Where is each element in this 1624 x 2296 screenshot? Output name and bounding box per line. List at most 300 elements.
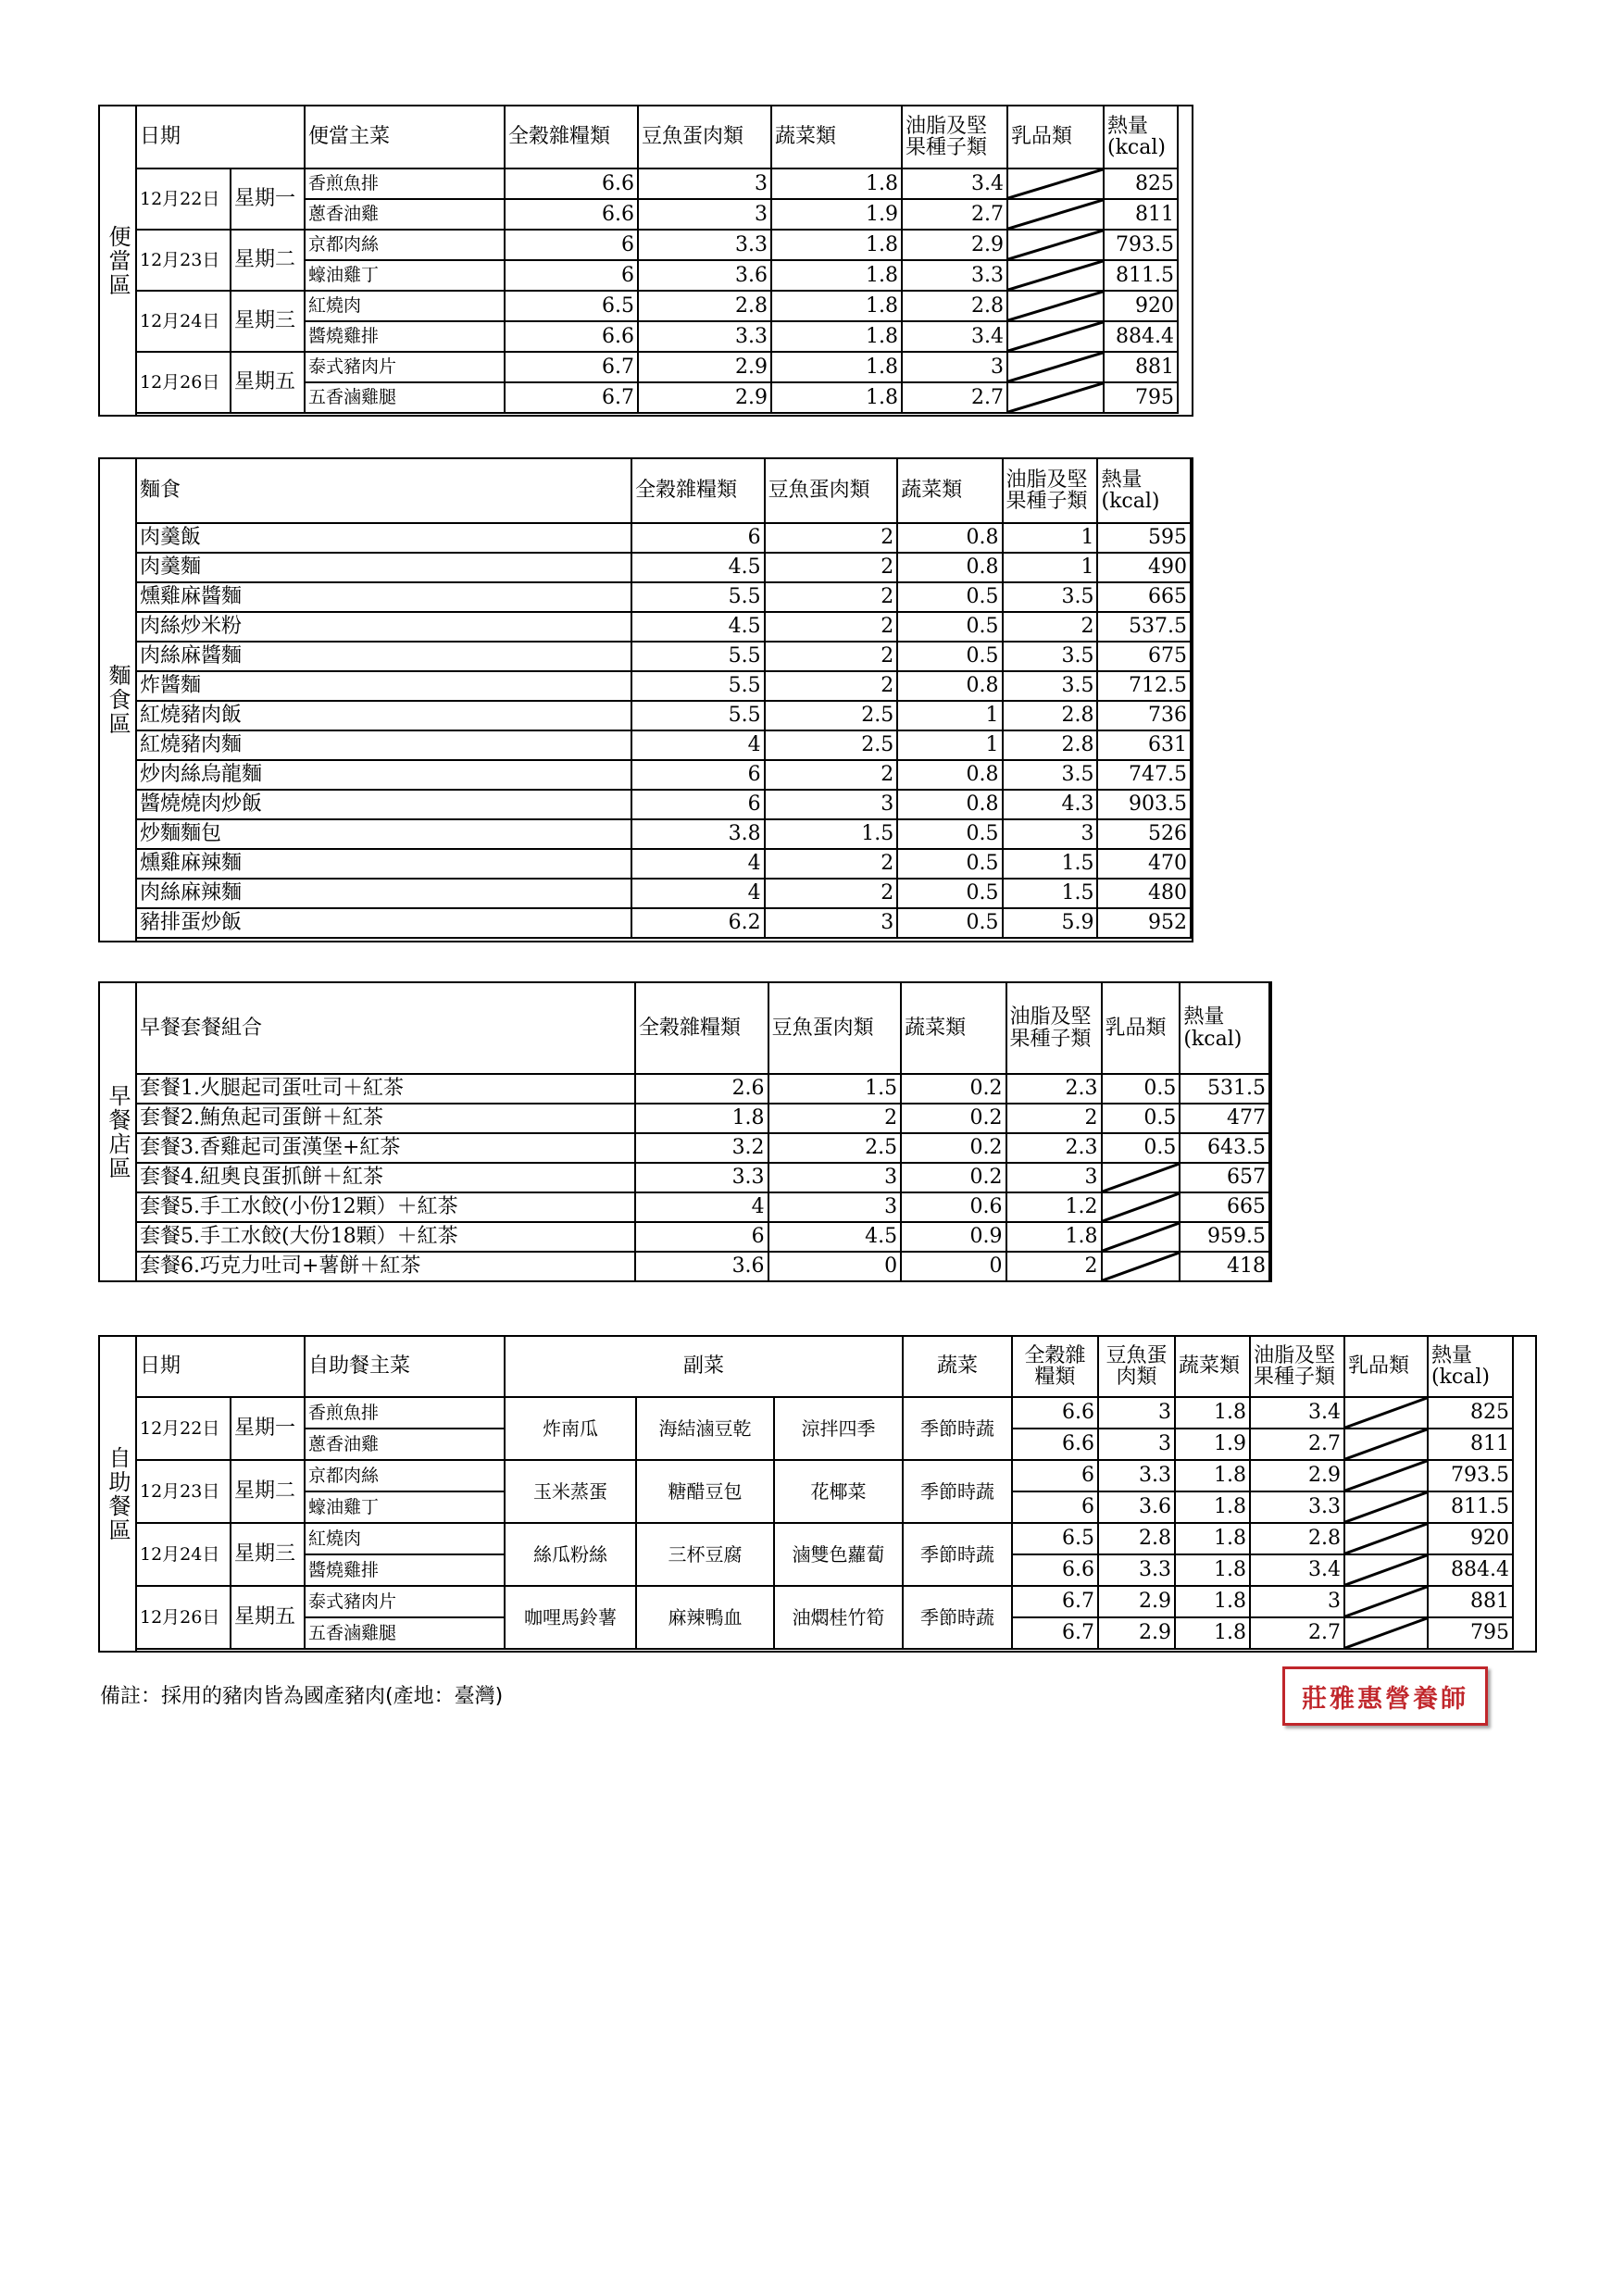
buffet-header-protein: 豆魚蛋肉類 <box>1098 1336 1175 1397</box>
bento-dairy-empty <box>1007 168 1104 199</box>
breakfast-name: 套餐3.香雞起司蛋漢堡+紅茶 <box>136 1133 635 1163</box>
bento-header-main: 便當主菜 <box>305 106 505 168</box>
buffet-dairy-empty <box>1344 1460 1428 1491</box>
buffet-fat: 2.7 <box>1250 1617 1344 1649</box>
bento-kcal: 881 <box>1104 352 1178 382</box>
noodle-header-name: 麵食 <box>136 458 631 523</box>
bento-weekday: 星期一 <box>231 168 305 230</box>
buffet-side-label: 自助餐區 <box>100 1337 137 1651</box>
buffet-fat: 3.3 <box>1250 1491 1344 1523</box>
footer-note: 備註：採用的豬肉皆為國產豬肉(產地：臺灣) <box>100 1685 504 1708</box>
noodle-kcal: 470 <box>1097 849 1191 879</box>
bento-dish: 泰式豬肉片 <box>305 352 505 382</box>
bento-protein: 3 <box>638 168 771 199</box>
buffet-grain: 6.5 <box>1012 1523 1098 1554</box>
noodle-name: 豬排蛋炒飯 <box>136 908 631 938</box>
bento-dish: 蠔油雞丁 <box>305 260 505 291</box>
noodle-fat: 1.5 <box>1003 879 1098 908</box>
buffet-dairy-empty <box>1344 1586 1428 1617</box>
noodle-protein: 3 <box>765 908 898 938</box>
buffet-protein: 2.8 <box>1098 1523 1175 1554</box>
noodle-fat: 3.5 <box>1003 760 1098 790</box>
noodle-protein: 1.5 <box>765 819 898 849</box>
breakfast-name: 套餐2.鮪魚起司蛋餅＋紅茶 <box>136 1104 635 1133</box>
breakfast-protein: 0 <box>768 1252 902 1281</box>
buffet-fat: 2.7 <box>1250 1429 1344 1460</box>
noodle-fat: 3 <box>1003 819 1098 849</box>
breakfast-kcal: 657 <box>1180 1163 1269 1192</box>
noodle-section <box>98 457 1193 942</box>
bento-protein: 3 <box>638 199 771 230</box>
bento-grain: 6.6 <box>505 199 638 230</box>
buffet-date: 12月22日 <box>136 1397 231 1460</box>
buffet-kcal: 881 <box>1428 1586 1513 1617</box>
noodle-fat: 2.8 <box>1003 701 1098 730</box>
breakfast-header-name: 早餐套餐組合 <box>136 982 635 1074</box>
noodle-header-fat: 油脂及堅果種子類 <box>1003 458 1098 523</box>
noodle-side-label: 麵食區 <box>100 459 137 941</box>
noodle-kcal: 952 <box>1097 908 1191 938</box>
noodle-fat: 3.5 <box>1003 582 1098 612</box>
bento-veg: 1.8 <box>771 291 902 321</box>
buffet-side-dish: 涼拌四季 <box>774 1397 903 1460</box>
bento-header-veg: 蔬菜類 <box>771 106 902 168</box>
bento-header-protein: 豆魚蛋肉類 <box>638 106 771 168</box>
buffet-dish: 京都肉絲 <box>305 1460 505 1491</box>
noodle-header-protein: 豆魚蛋肉類 <box>765 458 898 523</box>
noodle-protein: 2 <box>765 642 898 671</box>
table-row <box>136 790 1191 819</box>
breakfast-fat: 3 <box>1006 1163 1102 1192</box>
bento-weekday: 星期五 <box>231 352 305 413</box>
breakfast-fat: 2.3 <box>1006 1133 1102 1163</box>
buffet-weekday: 星期一 <box>231 1397 305 1460</box>
buffet-veg: 1.8 <box>1175 1554 1250 1586</box>
noodle-name: 肉絲麻辣麵 <box>136 879 631 908</box>
breakfast-kcal: 418 <box>1180 1252 1269 1281</box>
bento-date: 12月26日 <box>136 352 231 413</box>
buffet-protein: 2.9 <box>1098 1617 1175 1649</box>
noodle-veg: 0.8 <box>897 553 1002 582</box>
buffet-fat: 3 <box>1250 1586 1344 1617</box>
noodle-kcal: 480 <box>1097 879 1191 908</box>
noodle-protein: 2 <box>765 879 898 908</box>
breakfast-veg: 0.2 <box>901 1074 1006 1104</box>
table-row <box>136 1104 1269 1133</box>
table-row <box>136 1460 1513 1491</box>
buffet-grain: 6 <box>1012 1460 1098 1491</box>
buffet-fat: 2.9 <box>1250 1460 1344 1491</box>
table-row <box>136 352 1178 382</box>
noodle-name: 燻雞麻辣麵 <box>136 849 631 879</box>
bento-dairy-empty <box>1007 352 1104 382</box>
buffet-dairy-empty <box>1344 1397 1428 1429</box>
buffet-header-kcal: 熱量(kcal) <box>1428 1336 1513 1397</box>
noodle-grain: 6.2 <box>631 908 765 938</box>
bento-grain: 6.6 <box>505 321 638 352</box>
bento-kcal: 811 <box>1104 199 1178 230</box>
buffet-side-dish: 炸南瓜 <box>505 1397 636 1460</box>
breakfast-header-veg: 蔬菜類 <box>901 982 1006 1074</box>
bento-fat: 2.9 <box>902 230 1007 260</box>
buffet-fat: 3.4 <box>1250 1554 1344 1586</box>
buffet-veg: 1.8 <box>1175 1491 1250 1523</box>
breakfast-name: 套餐5.手工水餃(大份18顆）＋紅茶 <box>136 1222 635 1252</box>
noodle-grain: 5.5 <box>631 701 765 730</box>
noodle-grain: 5.5 <box>631 671 765 701</box>
noodle-grain: 5.5 <box>631 582 765 612</box>
bento-fat: 2.8 <box>902 291 1007 321</box>
breakfast-protein: 4.5 <box>768 1222 902 1252</box>
breakfast-kcal: 665 <box>1180 1192 1269 1222</box>
breakfast-dairy: 0.5 <box>1102 1074 1181 1104</box>
bento-date: 12月23日 <box>136 230 231 291</box>
breakfast-grain: 3.6 <box>635 1252 768 1281</box>
noodle-veg: 0.5 <box>897 879 1002 908</box>
buffet-dairy-empty <box>1344 1429 1428 1460</box>
noodle-header-veg: 蔬菜類 <box>897 458 1002 523</box>
bento-grain: 6.6 <box>505 168 638 199</box>
noodle-header-kcal: 熱量(kcal) <box>1097 458 1191 523</box>
table-row <box>136 168 1178 199</box>
buffet-header-grain: 全穀雜糧類 <box>1012 1336 1098 1397</box>
noodle-protein: 2 <box>765 582 898 612</box>
buffet-kcal: 793.5 <box>1428 1460 1513 1491</box>
noodle-name: 肉絲炒米粉 <box>136 612 631 642</box>
noodle-fat: 3.5 <box>1003 642 1098 671</box>
noodle-name: 燻雞麻醬麵 <box>136 582 631 612</box>
buffet-side-dish: 滷雙色蘿蔔 <box>774 1523 903 1586</box>
table-row <box>136 671 1191 701</box>
table-row <box>136 760 1191 790</box>
bento-kcal: 811.5 <box>1104 260 1178 291</box>
buffet-kcal: 884.4 <box>1428 1554 1513 1586</box>
breakfast-grain: 6 <box>635 1222 768 1252</box>
bento-dairy-empty <box>1007 321 1104 352</box>
bento-veg: 1.8 <box>771 168 902 199</box>
noodle-veg: 0.5 <box>897 582 1002 612</box>
buffet-kcal: 825 <box>1428 1397 1513 1429</box>
bento-veg: 1.8 <box>771 382 902 413</box>
bento-weekday: 星期三 <box>231 291 305 352</box>
breakfast-table <box>135 981 1270 1282</box>
breakfast-side-label: 早餐店區 <box>100 983 137 1280</box>
dietitian-stamp <box>1282 1666 1488 1726</box>
noodle-name: 炒麵麵包 <box>136 819 631 849</box>
bento-veg: 1.8 <box>771 352 902 382</box>
noodle-kcal: 736 <box>1097 701 1191 730</box>
breakfast-veg: 0.2 <box>901 1163 1006 1192</box>
table-row <box>136 849 1191 879</box>
buffet-kcal: 920 <box>1428 1523 1513 1554</box>
buffet-dairy-empty <box>1344 1491 1428 1523</box>
bento-dish: 五香滷雞腿 <box>305 382 505 413</box>
bento-date: 12月24日 <box>136 291 231 352</box>
noodle-fat: 1 <box>1003 553 1098 582</box>
noodle-protein: 2 <box>765 849 898 879</box>
bento-protein: 3.6 <box>638 260 771 291</box>
table-row <box>136 230 1178 260</box>
bento-table <box>135 105 1179 414</box>
bento-dairy-empty <box>1007 230 1104 260</box>
buffet-veg: 1.8 <box>1175 1523 1250 1554</box>
buffet-protein: 3.3 <box>1098 1460 1175 1491</box>
breakfast-name: 套餐1.火腿起司蛋吐司＋紅茶 <box>136 1074 635 1104</box>
noodle-name: 紅燒豬肉飯 <box>136 701 631 730</box>
bento-fat: 3.4 <box>902 168 1007 199</box>
buffet-dairy-empty <box>1344 1523 1428 1554</box>
bento-section <box>98 105 1193 417</box>
bento-dish: 醬燒雞排 <box>305 321 505 352</box>
bento-dish: 蔥香油雞 <box>305 199 505 230</box>
bento-protein: 2.8 <box>638 291 771 321</box>
breakfast-name: 套餐4.紐奧良蛋抓餅＋紅茶 <box>136 1163 635 1192</box>
breakfast-protein: 3 <box>768 1163 902 1192</box>
breakfast-fat: 1.8 <box>1006 1222 1102 1252</box>
noodle-fat: 3.5 <box>1003 671 1098 701</box>
bento-dish: 京都肉絲 <box>305 230 505 260</box>
bento-fat: 3 <box>902 352 1007 382</box>
bento-header-date: 日期 <box>136 106 305 168</box>
bento-dairy-empty <box>1007 291 1104 321</box>
noodle-grain: 6 <box>631 790 765 819</box>
breakfast-fat: 1.2 <box>1006 1192 1102 1222</box>
buffet-dish: 香煎魚排 <box>305 1397 505 1429</box>
noodle-protein: 2 <box>765 523 898 553</box>
table-row <box>136 1192 1269 1222</box>
noodle-fat: 1 <box>1003 523 1098 553</box>
buffet-date: 12月26日 <box>136 1586 231 1649</box>
buffet-date: 12月24日 <box>136 1523 231 1586</box>
noodle-grain: 6 <box>631 523 765 553</box>
breakfast-grain: 3.3 <box>635 1163 768 1192</box>
noodle-veg: 0.8 <box>897 760 1002 790</box>
breakfast-veg: 0.2 <box>901 1104 1006 1133</box>
breakfast-fat: 2 <box>1006 1104 1102 1133</box>
breakfast-dairy: 0.5 <box>1102 1133 1181 1163</box>
breakfast-fat: 2.3 <box>1006 1074 1102 1104</box>
buffet-side-dish: 咖哩馬鈴薯 <box>505 1586 636 1649</box>
bento-header-dairy: 乳品類 <box>1007 106 1104 168</box>
bento-fat: 3.3 <box>902 260 1007 291</box>
bento-header-fat: 油脂及堅果種子類 <box>902 106 1007 168</box>
noodle-veg: 1 <box>897 730 1002 760</box>
noodle-fat: 2.8 <box>1003 730 1098 760</box>
buffet-dish: 蠔油雞丁 <box>305 1491 505 1523</box>
table-row <box>136 701 1191 730</box>
buffet-weekday: 星期三 <box>231 1523 305 1586</box>
noodle-kcal: 537.5 <box>1097 612 1191 642</box>
buffet-veg: 1.8 <box>1175 1586 1250 1617</box>
buffet-grain: 6.6 <box>1012 1397 1098 1429</box>
buffet-dairy-empty <box>1344 1554 1428 1586</box>
breakfast-fat: 2 <box>1006 1252 1102 1281</box>
noodle-fat: 5.9 <box>1003 908 1098 938</box>
buffet-header-main: 自助餐主菜 <box>305 1336 505 1397</box>
buffet-side-dish: 海結滷豆乾 <box>636 1397 774 1460</box>
noodle-name: 炸醬麵 <box>136 671 631 701</box>
bento-protein: 2.9 <box>638 352 771 382</box>
buffet-date: 12月23日 <box>136 1460 231 1523</box>
buffet-side-dish: 油燜桂竹筍 <box>774 1586 903 1649</box>
buffet-protein: 3 <box>1098 1429 1175 1460</box>
buffet-veg: 1.9 <box>1175 1429 1250 1460</box>
table-row <box>136 1222 1269 1252</box>
noodle-veg: 0.5 <box>897 908 1002 938</box>
noodle-protein: 2.5 <box>765 701 898 730</box>
breakfast-protein: 1.5 <box>768 1074 902 1104</box>
noodle-fat: 2 <box>1003 612 1098 642</box>
noodle-name: 醬燒燒肉炒飯 <box>136 790 631 819</box>
table-row <box>136 819 1191 849</box>
noodle-kcal: 490 <box>1097 553 1191 582</box>
noodle-protein: 2 <box>765 671 898 701</box>
bento-grain: 6 <box>505 260 638 291</box>
buffet-side-dish: 玉米蒸蛋 <box>505 1460 636 1523</box>
noodle-fat: 1.5 <box>1003 849 1098 879</box>
bento-fat: 3.4 <box>902 321 1007 352</box>
breakfast-veg: 0.2 <box>901 1133 1006 1163</box>
bento-grain: 6.7 <box>505 382 638 413</box>
breakfast-protein: 2.5 <box>768 1133 902 1163</box>
table-row <box>136 1397 1513 1429</box>
noodle-protein: 2 <box>765 760 898 790</box>
buffet-protein: 2.9 <box>1098 1586 1175 1617</box>
buffet-side-dish: 三杯豆腐 <box>636 1523 774 1586</box>
buffet-kcal: 811.5 <box>1428 1491 1513 1523</box>
bento-kcal: 920 <box>1104 291 1178 321</box>
breakfast-grain: 1.8 <box>635 1104 768 1133</box>
buffet-kcal: 795 <box>1428 1617 1513 1649</box>
buffet-dish: 五香滷雞腿 <box>305 1617 505 1649</box>
buffet-side-dish: 糖醋豆包 <box>636 1460 774 1523</box>
bento-dish: 香煎魚排 <box>305 168 505 199</box>
bento-dish: 紅燒肉 <box>305 291 505 321</box>
buffet-veg-dish: 季節時蔬 <box>903 1586 1012 1649</box>
bento-veg: 1.9 <box>771 199 902 230</box>
bento-fat: 2.7 <box>902 382 1007 413</box>
noodle-kcal: 747.5 <box>1097 760 1191 790</box>
breakfast-dairy-empty <box>1102 1252 1181 1281</box>
breakfast-dairy-empty <box>1102 1192 1181 1222</box>
noodle-veg: 0.8 <box>897 523 1002 553</box>
buffet-veg: 1.8 <box>1175 1460 1250 1491</box>
noodle-veg: 1 <box>897 701 1002 730</box>
buffet-veg-dish: 季節時蔬 <box>903 1460 1012 1523</box>
noodle-kcal: 712.5 <box>1097 671 1191 701</box>
buffet-dish: 蔥香油雞 <box>305 1429 505 1460</box>
table-row <box>136 612 1191 642</box>
breakfast-kcal: 643.5 <box>1180 1133 1269 1163</box>
buffet-fat: 2.8 <box>1250 1523 1344 1554</box>
buffet-veg: 1.8 <box>1175 1397 1250 1429</box>
noodle-veg: 0.5 <box>897 849 1002 879</box>
buffet-table <box>135 1335 1514 1650</box>
breakfast-header-protein: 豆魚蛋肉類 <box>768 982 902 1074</box>
bento-veg: 1.8 <box>771 321 902 352</box>
buffet-header-side: 副菜 <box>505 1336 903 1397</box>
table-row <box>136 642 1191 671</box>
table-row <box>136 879 1191 908</box>
bento-protein: 3.3 <box>638 230 771 260</box>
noodle-grain: 4 <box>631 879 765 908</box>
buffet-side-dish: 花椰菜 <box>774 1460 903 1523</box>
table-row <box>136 1163 1269 1192</box>
buffet-kcal: 811 <box>1428 1429 1513 1460</box>
noodle-name: 紅燒豬肉麵 <box>136 730 631 760</box>
breakfast-grain: 4 <box>635 1192 768 1222</box>
noodle-name: 肉絲麻醬麵 <box>136 642 631 671</box>
bento-side-label: 便當區 <box>100 106 137 415</box>
buffet-grain: 6.6 <box>1012 1554 1098 1586</box>
bento-veg: 1.8 <box>771 230 902 260</box>
breakfast-grain: 2.6 <box>635 1074 768 1104</box>
bento-grain: 6.7 <box>505 352 638 382</box>
noodle-kcal: 675 <box>1097 642 1191 671</box>
breakfast-header-kcal: 熱量(kcal) <box>1180 982 1269 1074</box>
buffet-protein: 3.3 <box>1098 1554 1175 1586</box>
bento-kcal: 795 <box>1104 382 1178 413</box>
bento-dairy-empty <box>1007 199 1104 230</box>
noodle-grain: 3.8 <box>631 819 765 849</box>
noodle-grain: 4 <box>631 730 765 760</box>
noodle-kcal: 595 <box>1097 523 1191 553</box>
noodle-header-grain: 全穀雜糧類 <box>631 458 765 523</box>
bento-header-kcal: 熱量(kcal) <box>1104 106 1178 168</box>
breakfast-grain: 3.2 <box>635 1133 768 1163</box>
breakfast-dairy: 0.5 <box>1102 1104 1181 1133</box>
buffet-side-dish: 麻辣鴨血 <box>636 1586 774 1649</box>
buffet-grain: 6.7 <box>1012 1617 1098 1649</box>
breakfast-protein: 3 <box>768 1192 902 1222</box>
noodle-grain: 5.5 <box>631 642 765 671</box>
table-row <box>136 553 1191 582</box>
table-row <box>136 1074 1269 1104</box>
noodle-veg: 0.5 <box>897 612 1002 642</box>
buffet-dish: 泰式豬肉片 <box>305 1586 505 1617</box>
breakfast-protein: 2 <box>768 1104 902 1133</box>
bento-veg: 1.8 <box>771 260 902 291</box>
bento-kcal: 793.5 <box>1104 230 1178 260</box>
breakfast-kcal: 531.5 <box>1180 1074 1269 1104</box>
noodle-veg: 0.5 <box>897 642 1002 671</box>
breakfast-section <box>98 981 1272 1282</box>
bento-dairy-empty <box>1007 382 1104 413</box>
bento-weekday: 星期二 <box>231 230 305 291</box>
buffet-side-dish: 絲瓜粉絲 <box>505 1523 636 1586</box>
bento-dairy-empty <box>1007 260 1104 291</box>
buffet-header-dairy: 乳品類 <box>1344 1336 1428 1397</box>
noodle-protein: 3 <box>765 790 898 819</box>
noodle-table <box>135 457 1192 939</box>
buffet-dairy-empty <box>1344 1617 1428 1649</box>
bento-grain: 6.5 <box>505 291 638 321</box>
buffet-weekday: 星期五 <box>231 1586 305 1649</box>
buffet-weekday: 星期二 <box>231 1460 305 1523</box>
buffet-header-vegdish: 蔬菜 <box>903 1336 1012 1397</box>
table-row <box>136 908 1191 938</box>
breakfast-dairy-empty <box>1102 1222 1181 1252</box>
bento-kcal: 884.4 <box>1104 321 1178 352</box>
table-row <box>136 1252 1269 1281</box>
table-row <box>136 291 1178 321</box>
noodle-grain: 4.5 <box>631 612 765 642</box>
table-row <box>136 1586 1513 1617</box>
noodle-veg: 0.8 <box>897 671 1002 701</box>
breakfast-header-fat: 油脂及堅果種子類 <box>1006 982 1102 1074</box>
bento-fat: 2.7 <box>902 199 1007 230</box>
buffet-header-date: 日期 <box>136 1336 305 1397</box>
